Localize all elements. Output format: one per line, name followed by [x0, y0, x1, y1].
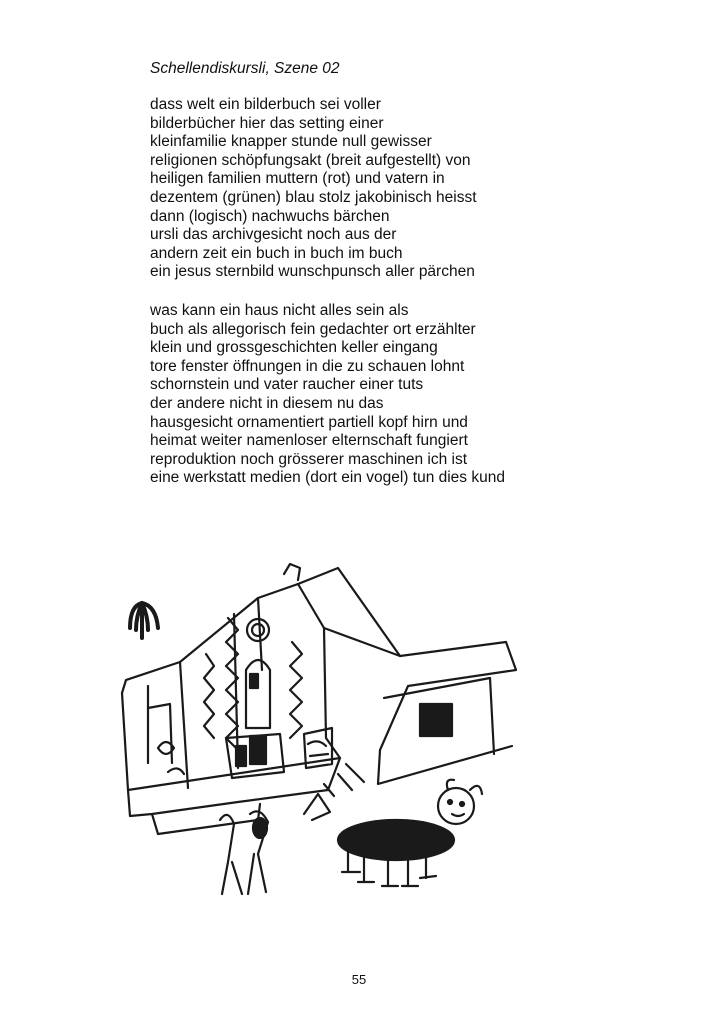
stanza-1	[150, 96, 477, 282]
poem-line: ursli das archivgesicht noch aus der	[150, 226, 397, 244]
stanza-2	[150, 302, 505, 488]
poem-line: buch als allegorisch fein gedachter ort erzählter	[150, 320, 476, 338]
poem-line: dann (logisch) nachwuchs bärchen	[150, 207, 390, 225]
poem-line: dezentem (grünen) blau stolz jakobinisch heisst	[150, 188, 477, 206]
poem-line: kleinfamilie knapper stunde null gewisser	[150, 133, 432, 151]
poem-line: heimat weiter namenloser elternschaft fungiert	[150, 432, 468, 450]
poem-line: religionen schöpfungsakt (breit aufgestellt) von	[150, 151, 471, 169]
poem-title: Schellendiskursli, Szene 02	[150, 60, 340, 77]
house-side-icon	[298, 568, 516, 784]
window-icon	[420, 704, 452, 736]
poem-line: tore fenster öffnungen in die zu schauen lohnt	[150, 357, 465, 375]
child-drawing-house-icon	[108, 558, 528, 903]
poem-line: andern zeit ein buch in buch im buch	[150, 244, 403, 262]
figures-icon	[220, 794, 330, 894]
poem-line: ein jesus sternbild wunschpunsch aller pärchen	[150, 263, 475, 281]
poem-line: schornstein und vater raucher einer tuts	[150, 376, 424, 394]
poem-line: dass welt ein bilderbuch sei voller	[150, 96, 381, 113]
chimney-icon	[284, 564, 300, 580]
poem-line: eine werkstatt medien (dort ein vogel) tun dies kund	[150, 469, 505, 487]
poem-line: reproduktion noch grösserer maschinen ich ist	[150, 450, 468, 468]
poem-line: der andere nicht in diesem nu das	[150, 394, 384, 412]
poem-line: hausgesicht ornamentiert partiell kopf hirn und	[150, 413, 468, 431]
poem-line: heiligen familien muttern (rot) und vatern in	[150, 170, 445, 188]
page-number: 55	[351, 972, 367, 987]
poem-line: bilderbücher hier das setting einer	[150, 114, 384, 132]
bear-icon	[338, 780, 482, 886]
poem-line: klein und grossgeschichten keller eingang	[150, 339, 438, 357]
tree-icon	[130, 603, 158, 638]
poem-line: was kann ein haus nicht alles sein als	[150, 302, 409, 319]
